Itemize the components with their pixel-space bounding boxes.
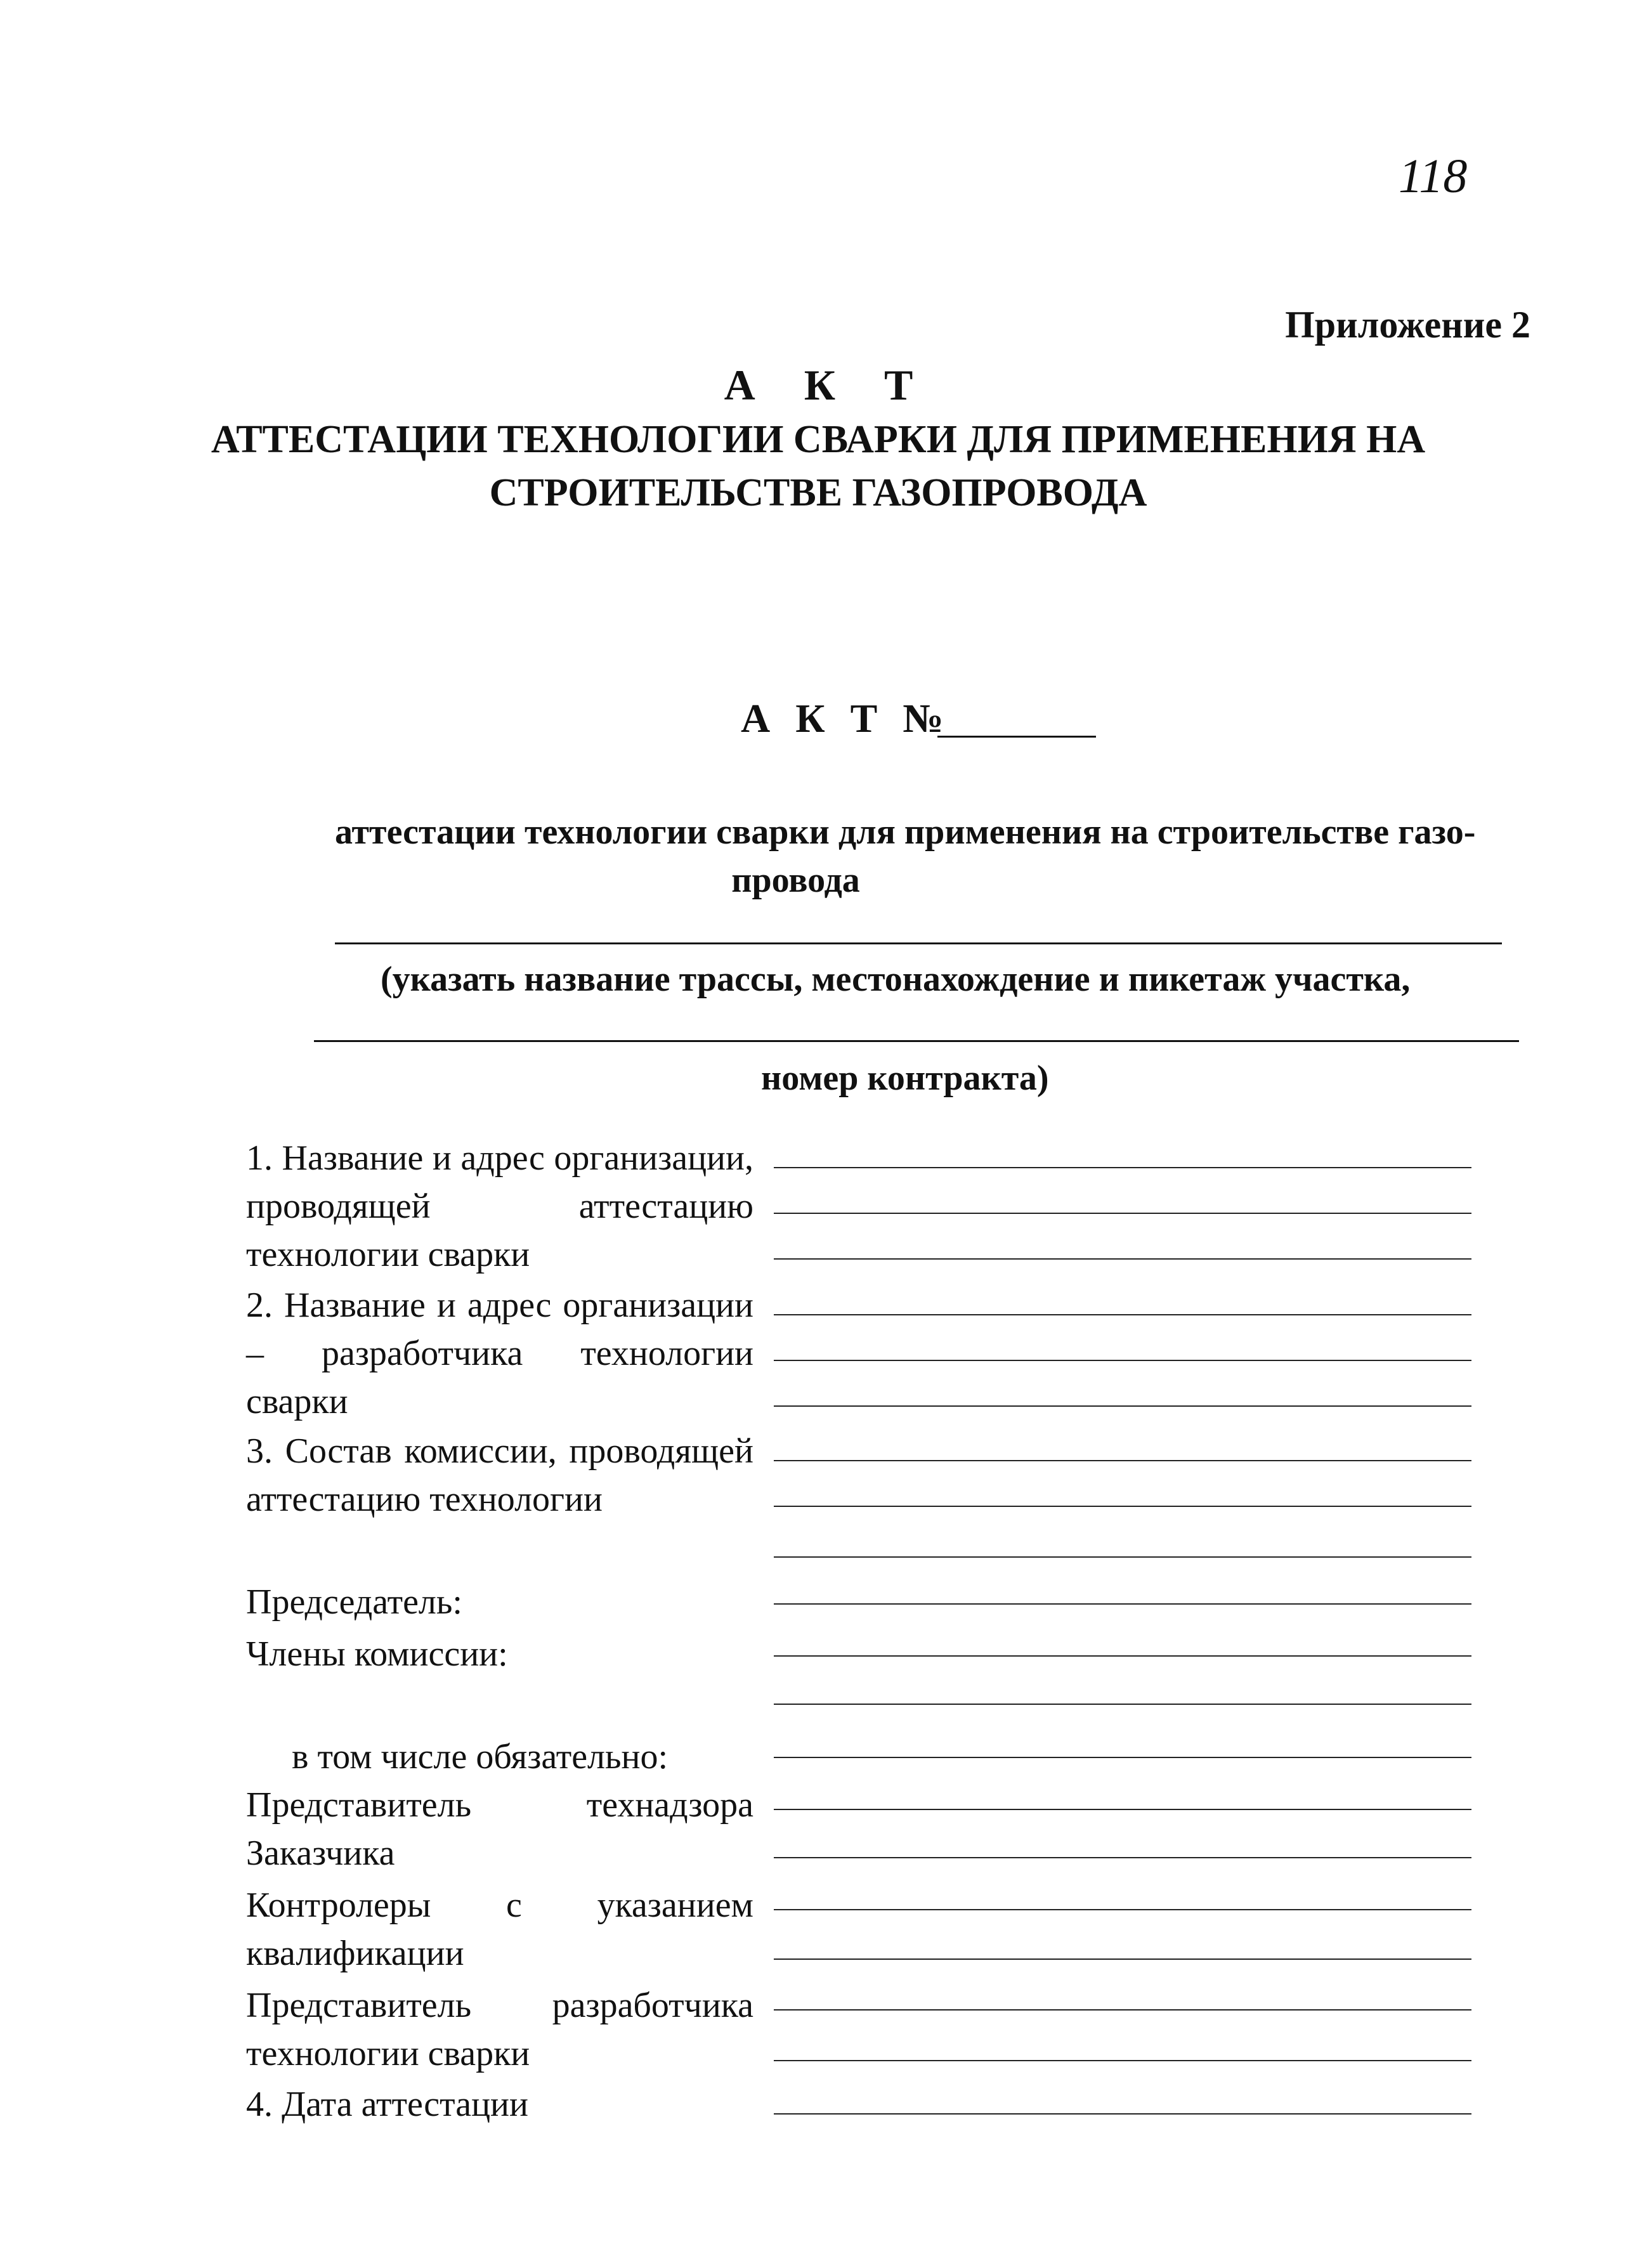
act-number-blank[interactable]: [937, 736, 1096, 738]
blank-line[interactable]: [774, 1460, 1471, 1461]
including-label: в том числе обязательно:: [292, 1737, 668, 1776]
blank-line[interactable]: [774, 1213, 1471, 1214]
blank-line[interactable]: [774, 1360, 1471, 1361]
blank-line[interactable]: [774, 1655, 1471, 1657]
route-name-blank[interactable]: [335, 942, 1502, 944]
blank-line[interactable]: [774, 1809, 1471, 1810]
heading-akt: А К Т: [724, 361, 913, 409]
blank-line[interactable]: [774, 2060, 1471, 2061]
blank-line[interactable]: [774, 1258, 1471, 1260]
form-item-2-label: 2. Название и адрес организации – разработчика технологии сварки: [246, 1286, 753, 1421]
developer-rep-label: Представитель разработчика технологии сварки: [246, 1986, 753, 2073]
form-item-3-label: 3. Состав комиссии, проводящей аттестацию технологии: [246, 1431, 753, 1519]
blank-line[interactable]: [774, 1506, 1471, 1507]
blank-line[interactable]: [774, 1556, 1471, 1558]
blank-line[interactable]: [774, 1167, 1471, 1168]
route-hint-line-1: (указать название трассы, местонахождение и пикетаж участка,: [381, 960, 1411, 999]
blank-line[interactable]: [774, 1314, 1471, 1315]
controllers-label: Контролеры с указанием квалификации: [246, 1886, 753, 1973]
act-number-label: А К Т №: [741, 696, 944, 741]
blank-line[interactable]: [774, 1909, 1471, 1910]
heading-title-line-2: СТРОИТЕЛЬСТВЕ ГАЗОПРОВОДА: [489, 471, 1147, 514]
form-item-4-label: 4. Дата аттестации: [246, 2085, 528, 2124]
blank-line[interactable]: [774, 1958, 1471, 1960]
blank-line[interactable]: [774, 1704, 1471, 1705]
page-number: 118: [1399, 150, 1468, 203]
chairman-label: Председатель:: [246, 1582, 462, 1622]
blank-line[interactable]: [774, 1603, 1471, 1605]
blank-line[interactable]: [774, 1405, 1471, 1407]
blank-line[interactable]: [774, 1857, 1471, 1858]
appendix-label: Приложение 2: [1285, 304, 1530, 346]
route-hint-line-2: номер контракта): [761, 1059, 1049, 1098]
members-label: Члены комиссии:: [246, 1634, 508, 1674]
subtitle-line-2: провода: [731, 861, 860, 900]
form-item-1-label: 1. Название и адрес организации, проводящей аттестацию технологии сварки: [246, 1138, 753, 1274]
subtitle-line-1: аттестации технологии сварки для применения на строительстве газо-: [335, 812, 1476, 852]
contract-blank[interactable]: [314, 1040, 1519, 1042]
heading-title-line-1: АТТЕСТАЦИИ ТЕХНОЛОГИИ СВАРКИ ДЛЯ ПРИМЕНЕНИЯ НА: [211, 418, 1426, 461]
blank-line[interactable]: [774, 2113, 1471, 2115]
blank-line[interactable]: [774, 1757, 1471, 1758]
blank-line[interactable]: [774, 2009, 1471, 2011]
customer-rep-label: Представитель технадзора Заказчика: [246, 1785, 753, 1873]
